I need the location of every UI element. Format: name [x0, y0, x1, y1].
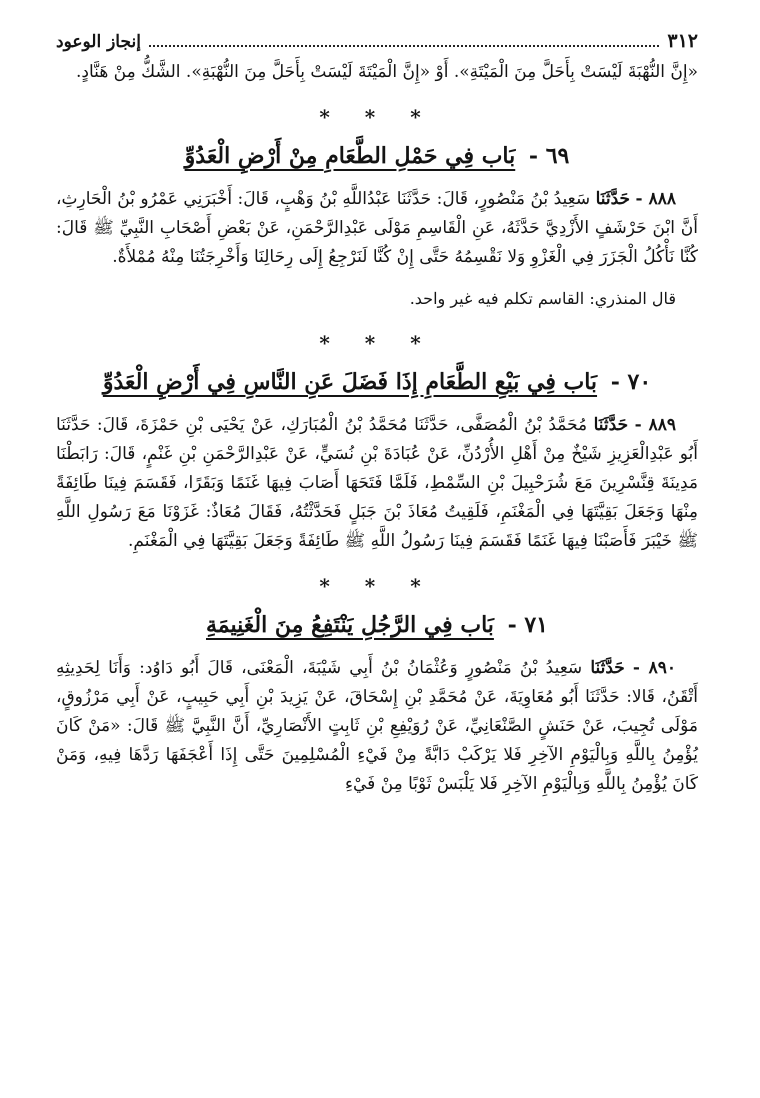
- chapter-title: بَاب فِي حَمْلِ الطَّعَامِ مِنْ أَرْضِ الْعَدُوِّ: [184, 143, 516, 169]
- hadith-opener: حَدَّثَنَا: [595, 189, 631, 209]
- chapter-number: ٧١ -: [507, 612, 548, 638]
- hadith-paragraph: [56, 654, 698, 799]
- section-separator: * * *: [319, 574, 435, 598]
- carryover-paragraph: «إِنَّ النُّهْبَةَ لَيْسَتْ بِأَحَلَّ مِنَ الْمَيْتَةِ». أَوْ «إِنَّ الْمَيْتَةَ لَيْسَتْ بِأَحَلَّ مِنَ النُّهْبَةِ». الشَّكُّ مِنْ هَنَّادٍ.: [76, 62, 698, 82]
- chapter-title: بَاب فِي الرَّجُلِ يَنْتَفِعُ مِنَ الْغَنِيمَةِ: [206, 612, 494, 638]
- book-title: إنجاز الوعود: [56, 32, 141, 52]
- hadith-opener: حَدَّثَنَا: [593, 415, 629, 435]
- hadith-number: ٨٨٨ -: [635, 189, 677, 209]
- hadith-number: ٨٩٠ -: [632, 658, 677, 678]
- hadith-number: ٨٨٩ -: [634, 415, 677, 435]
- hadith-text: سَعِيدُ بْنُ مَنْصُورٍ وَعُثْمَانُ بْنُ أَبِي شَيْبَةَ، الْمَعْنَى، قَالَ أَبُو دَاوُد: وَأَنَا لِحَدِيثِهِ أَتْقَنُ، قَالا: حَدَّثَنَا أَبُو مُعَاوِيَةَ، عَنْ مُحَمَّدِ بْنِ إِسْحَاقَ، عَنْ يَزِيدَ بْنِ أَبِي حَبِيبٍ، عَنْ أَبِي مَرْزُوقٍ، مَوْلَى تُجِيبَ، عَنْ حَنَشٍ الصَّنْعَانِيِّ، عَنْ رُوَيْفِعِ بْنِ ثَابِتٍ الأَنْصَارِيِّ، أَنَّ النَّبِيَّ ﷺ قَالَ: «مَنْ كَانَ يُؤْمِنُ بِاللَّهِ وَبِالْيَوْمِ الآخِرِ فَلا يَرْكَبْ دَابَّةً مِنْ فَيْءِ الْمُسْلِمِينَ حَتَّى إِذَا أَعْجَفَهَا رَدَّهَا فِيهِ، وَمَنْ كَانَ يُؤْمِنُ بِاللَّهِ وَبِالْيَوْمِ الآخِرِ فَلا يَلْبَسْ ثَوْبًا مِنْ فَيْءِ: [56, 658, 698, 794]
- chapter-number: ٧٠ -: [610, 369, 652, 395]
- chapter-heading: [56, 143, 698, 169]
- section-separator: * * *: [319, 331, 435, 355]
- commentary-note: قال المنذري: القاسم تكلم فيه غير واحد.: [409, 289, 676, 308]
- hadith-text: مُحَمَّدُ بْنُ الْمُصَفَّى، حَدَّثَنَا مُحَمَّدُ بْنُ الْمُبَارَكِ، عَنْ يَحْيَى بْنِ حَمْزَةَ، قَالَ: حَدَّثَنَا أَبُو عَبْدِالْعَزِيزِ شَيْخٌ مِنْ أَهْلِ الأُرْدُنِّ، عَنْ عُبَادَةَ بْنِ نُسَيٍّ، عَنْ عَبْدِالرَّحْمَنِ بْنِ غَنْمٍ، قَالَ: رَابَطْنَا مَدِينَةَ قِنَّسْرِينَ مَعَ شُرَحْبِيلَ بْنِ السِّمْطِ، فَلَمَّا فَتَحَهَا أَصَابَ فِيهَا غَنَمًا وَبَقَرًا، فَقَسَمَ فِينَا طَائِفَةً مِنْهَا وَجَعَلَ بَقِيَّتَهَا فِي الْمَغْنَمِ، فَلَقِيتُ مُعَاذَ بْنَ جَبَلٍ فَحَدَّثْتُهُ، فَقَالَ مُعَاذٌ: غَزَوْنَا مَعَ رَسُولِ اللَّهِ ﷺ خَيْبَرَ فَأَصَبْنَا فِيهَا غَنَمًا فَقَسَمَ فِينَا رَسُولُ اللَّهِ ﷺ طَائِفَةً وَجَعَلَ بَقِيَّتَهَا فِي الْمَغْنَمِ.: [56, 415, 698, 551]
- page-number: ٣١٢: [667, 30, 698, 52]
- chapter-heading: [56, 369, 698, 395]
- page-content: [56, 58, 698, 799]
- hadith-paragraph: [56, 411, 698, 556]
- hadith-text: سَعِيدُ بْنُ مَنْصُورٍ، قَالَ: حَدَّثَنَا عَبْدُاللَّهِ بْنُ وَهْبٍ، قَالَ: أَخْبَرَنِي عَمْرُو بْنُ الْحَارِثِ، أَنَّ ابْنَ حَرْشَفٍ الأَزْدِيَّ حَدَّثَهُ، عَنِ الْقَاسِمِ مَوْلَى عَبْدِالرَّحْمَنِ، عَنْ بَعْضِ أَصْحَابِ النَّبِيِّ ﷺ قَالَ: كُنَّا نَأْكُلُ الْجَزَرَ فِي الْغَزْوِ وَلا نَقْسِمُهُ حَتَّى إِنْ كُنَّا لَنَرْجِعُ إِلَى رِحَالِنَا وَأَخْرِجَتُنَا مِنْهُ مُمْلأَةٌ.: [56, 189, 698, 267]
- running-header: [56, 22, 698, 52]
- chapter-title: بَاب فِي بَيْعِ الطَّعَامِ إِذَا فَضَلَ عَنِ النَّاسِ فِي أَرْضِ الْعَدُوِّ: [102, 369, 598, 395]
- header-dotted-rule: [149, 45, 659, 47]
- chapter-number: ٦٩ -: [528, 143, 570, 169]
- chapter-heading: [56, 612, 698, 638]
- section-separator: * * *: [319, 105, 435, 129]
- hadith-opener: حَدَّثَنَا: [590, 658, 625, 678]
- hadith-paragraph: [56, 185, 698, 272]
